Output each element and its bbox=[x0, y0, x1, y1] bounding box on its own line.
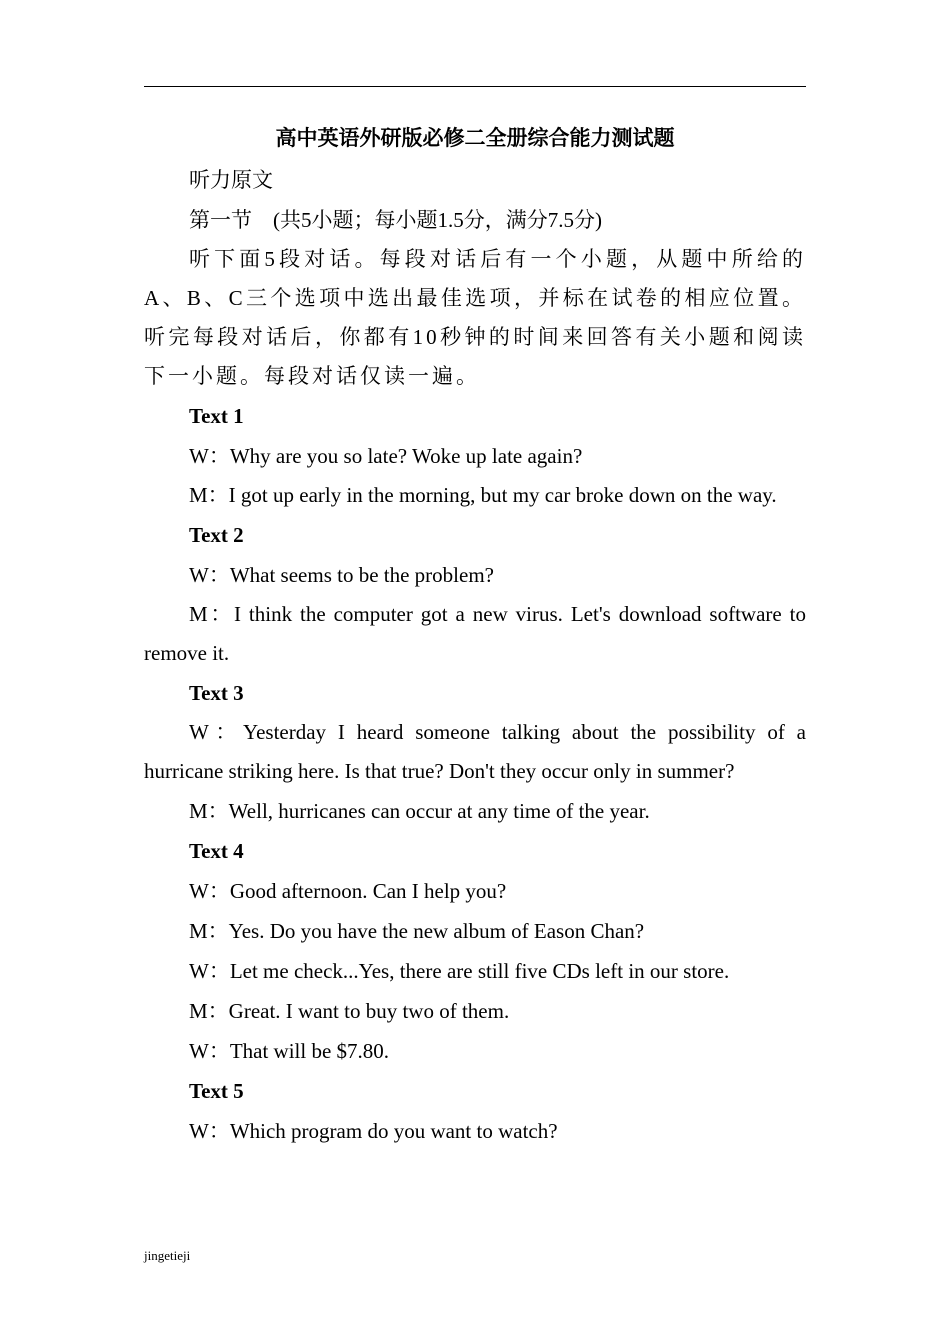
dialogue-line: M：Great. I want to buy two of them. bbox=[189, 999, 510, 1023]
instructions-paragraph: 听下面5段对话。每段对话后有一个小题，从题中所给的A、B、C三个选项中选出最佳选项，并标在试卷的相应位置。听完每段对话后，你都有10秒钟的时间来回答有关小题和阅读下一小题。每段对话仅读一遍。 bbox=[144, 247, 806, 388]
footer-text: jingetieji bbox=[144, 1248, 191, 1263]
header-rule bbox=[144, 86, 806, 87]
dialogue-line: W：Yesterday I heard someone talking about the possibility of a hurricane striking here. Is that true? Don't they occur only in summer? bbox=[144, 720, 806, 783]
dialogue-line: W：Let me check...Yes, there are still five CDs left in our store. bbox=[189, 959, 730, 983]
document-body bbox=[144, 116, 806, 1151]
dialogue-line: M：Well, hurricanes can occur at any time of the year. bbox=[189, 799, 650, 823]
dialogue-line: W：That will be $7.80. bbox=[189, 1039, 390, 1063]
section-heading: 听力原文 bbox=[189, 168, 273, 192]
dialogue-line: W：Which program do you want to watch? bbox=[189, 1119, 558, 1143]
dialogue-line: M：I got up early in the morning, but my car broke down on the way. bbox=[189, 483, 777, 507]
text-2-heading: Text 2 bbox=[189, 523, 244, 547]
dialogue-line: W：Why are you so late? Woke up late again? bbox=[189, 444, 583, 468]
text-5-heading: Text 5 bbox=[189, 1079, 244, 1103]
dialogue-line: M：I think the computer got a new virus. Let's download software to remove it. bbox=[144, 602, 806, 665]
text-4-heading: Text 4 bbox=[189, 839, 244, 863]
document-title: 高中英语外研版必修二全册综合能力测试题 bbox=[275, 126, 675, 150]
part-title: 第一节 (共5小题；每小题1.5分，满分7.5分) bbox=[189, 208, 602, 232]
text-3-heading: Text 3 bbox=[189, 681, 244, 705]
dialogue-line: M：Yes. Do you have the new album of Eason Chan? bbox=[189, 919, 645, 943]
text-1-heading: Text 1 bbox=[189, 404, 244, 428]
dialogue-line: W：Good afternoon. Can I help you? bbox=[189, 879, 507, 903]
dialogue-line: W：What seems to be the problem? bbox=[189, 563, 494, 587]
